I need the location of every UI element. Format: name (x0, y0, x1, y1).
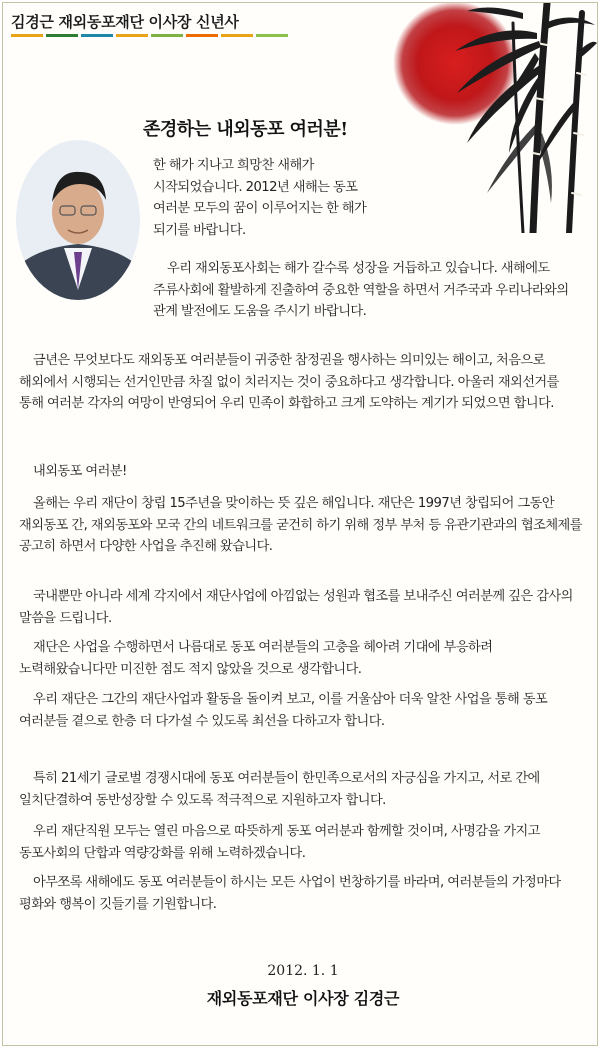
color-bar-segment (116, 34, 148, 37)
color-bar-segment (151, 34, 183, 37)
body-paragraph: 우리 재단직원 모두는 열린 마음으로 따뜻하게 동포 여러분과 함께할 것이며, 사명감을 가지고 동포사회의 단합과 역량강화를 위해 노력하겠습니다. (19, 824, 540, 861)
color-bar-segment (186, 34, 218, 37)
portrait-photo (16, 140, 140, 300)
color-bar-segment (11, 34, 43, 37)
body-paragraph: 재단은 사업을 수행하면서 나름대로 동포 여러분들의 고충을 헤아려 기대에 부응하려 노력해왔습니다만 미진한 점도 적지 않았을 것으로 생각합니다. (19, 640, 493, 677)
intro-paragraph: 한 해가 지나고 희망찬 새해가 시작되었습니다. 2012년 새해는 동포 여러분 모두의 꿈이 이루어지는 한 해가 되기를 바랍니다. (153, 158, 367, 238)
letter-date: 2012. 1. 1 (267, 963, 339, 979)
body-paragraph: 국내뿐만 아니라 세계 각지에서 재단사업에 아낌없는 성원과 협조를 보내주신 여러분께 깊은 감사의 말씀을 드립니다. (19, 589, 573, 626)
body-paragraph: 금년은 무엇보다도 재외동포 여러분들이 귀중한 참정권을 행사하는 의미있는 해이고, 처음으로 해외에서 시행되는 선거인만큼 차질 없이 치러지는 것이 중요하다고 생각합니다. 아울러 재외선거를 통해 여러분 각자의 여망이 반영되어 우리 민족이 화합하고 크게 도약하는 계기가 되었으면 합니다. (19, 353, 559, 412)
body-paragraph: 아무쪼록 새해에도 동포 여러분들이 하시는 모든 사업이 번창하기를 바라며, 여러분들의 가정마다 평화와 행복이 깃들기를 기원합니다. (19, 875, 561, 912)
body-paragraph: 우리 재단은 그간의 재단사업과 활동을 돌이켜 보고, 이를 거울삼아 더욱 알찬 사업을 통해 동포 여러분들 곁으로 한층 더 다가설 수 있도록 최선을 다하고자 합니다. (19, 692, 548, 729)
body-paragraph: 우리 재외동포사회는 해가 갈수록 성장을 거듭하고 있습니다. 새해에도 주류사회에 활발하게 진출하여 중요한 역할을 하면서 거주국과 우리나라와의 관계 발전에도 도움을 주시기 바랍니다. (153, 261, 569, 320)
signature: 재외동포재단 이사장 김경근 (206, 989, 400, 1008)
color-bar-segment (256, 34, 288, 37)
color-bar-segment (46, 34, 78, 37)
title-underline-color-bar (11, 34, 288, 37)
section-salutation: 내외동포 여러분! (33, 464, 127, 479)
color-bar-segment (221, 34, 253, 37)
body-paragraph: 올해는 우리 재단이 창립 15주년을 맞이하는 뜻 깊은 해입니다. 재단은 1997년 창립되어 그동안 재외동포 간, 재외동포와 모국 간의 네트워크를 굳건히 하기 위해 정부 부처 등 유관기관과의 협조체제를 공고히 하면서 다양한 사업을 추진해 왔습니다. (19, 496, 582, 555)
color-bar-segment (81, 34, 113, 37)
letter-frame (2, 2, 598, 1046)
greeting-heading: 존경하는 내외동포 여러분! (143, 119, 348, 140)
page-title: 김경근 재외동포재단 이사장 신년사 (11, 13, 239, 31)
body-paragraph: 특히 21세기 글로벌 경쟁시대에 동포 여러분들이 한민족으로서의 자긍심을 가지고, 서로 간에 일치단결하여 동반성장할 수 있도록 적극적으로 지원하고자 합니다. (19, 771, 540, 808)
